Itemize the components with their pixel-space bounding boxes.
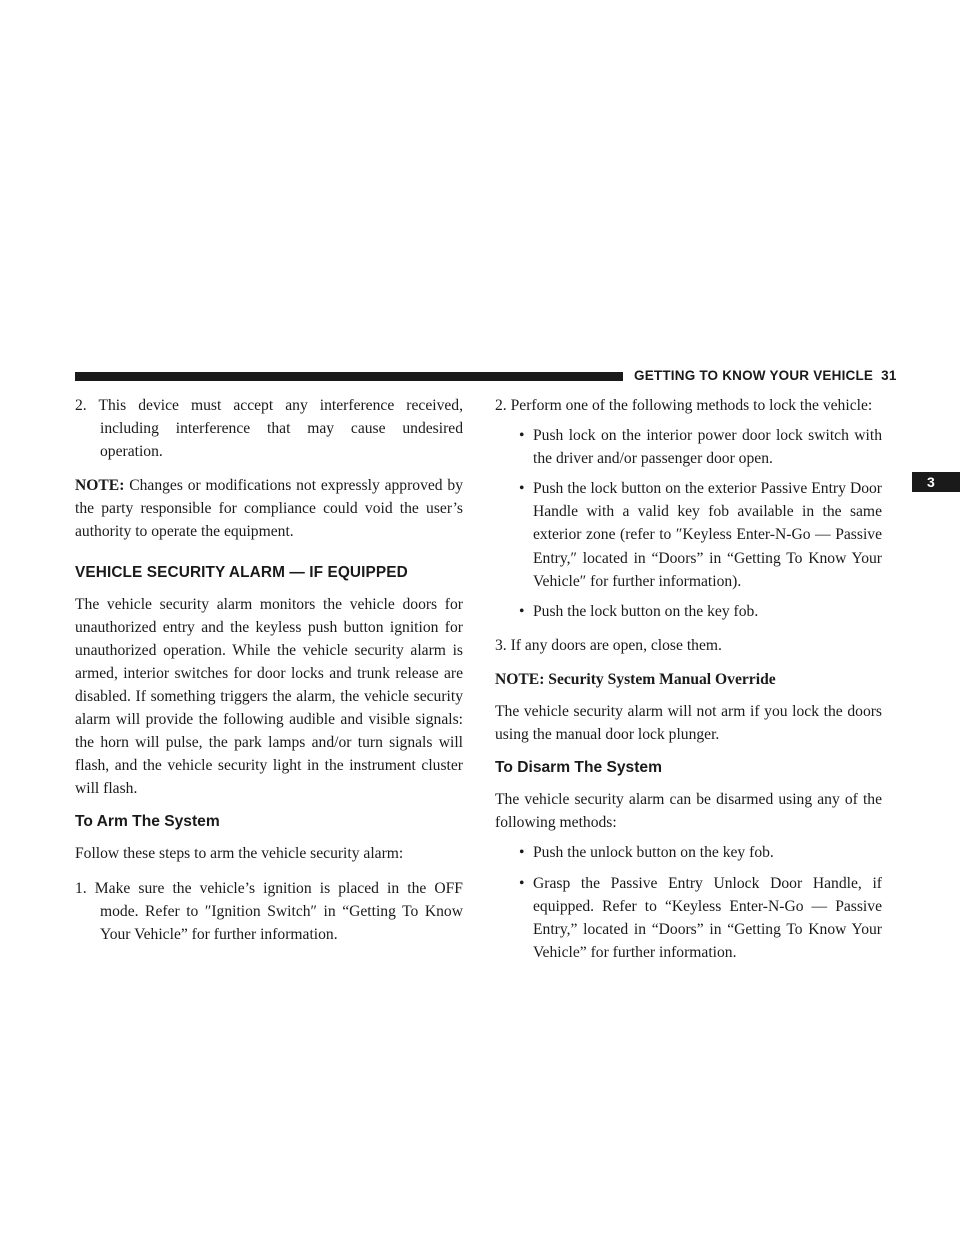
arm-intro: Follow these steps to arm the vehicle security alarm: [75,845,404,863]
arm-step-1: 1. Make sure the vehicle’s ignition is placed in the OFF mode. Refer to ″Ignition Switch″ in “Getting To Know Your Vehicle” for further information. [75,879,463,943]
subheading-disarm: To Disarm The System [495,759,662,777]
bullet-text: Push the lock button on the exterior Passive Entry Door Handle with a valid key fob available in the same exterior zone (refer to ″Keyless Enter-N-Go — Passive Entry,″ located in “Doors” in “Getting To Know Your Vehicle″ for further information). [533,480,882,590]
note-paragraph [75,474,463,543]
arm-step-3: 3. If any doors are open, close them. [495,636,722,654]
list-item [495,424,882,470]
bullet-icon: • [519,427,525,445]
bullet-text: Push lock on the interior power door lock switch with the driver and/or passenger door open. [533,427,882,468]
bullet-icon: • [519,874,525,892]
running-header [634,367,897,385]
bullet-icon: • [519,480,525,498]
bullet-text: Push the lock button on the key fob. [533,602,759,620]
bullet-text: Push the unlock button on the key fob. [533,844,774,862]
page-number: 31 [881,368,897,383]
override-paragraph: The vehicle security alarm will not arm if you lock the doors using the manual door lock plunger. [495,703,882,744]
disarm-intro: The vehicle security alarm can be disarmed using any of the following methods: [495,791,882,832]
list-item [495,600,882,623]
note-text: Changes or modifications not expressly approved by the party responsible for compliance could void the user’s authority to operate the equipment. [75,477,463,541]
right-column [495,394,882,964]
note-label: NOTE: [75,477,125,495]
arm-step-2: 2. Perform one of the following methods to lock the vehicle: [495,397,873,414]
section-title: GETTING TO KNOW YOUR VEHICLE [634,368,874,383]
list-item [495,477,882,592]
header-rule [75,372,623,381]
list-item [495,841,882,864]
list-item [495,872,882,964]
bullet-icon: • [519,844,525,862]
bullet-text: Grasp the Passive Entry Unlock Door Handle, if equipped. Refer to “Keyless Enter-N-Go — Passive Entry,” located in “Doors” in “Getting To Know Your Vehicle” for further information. [533,874,882,961]
list-item-2: 2. This device must accept any interference received, including interference that may cause undesired operation. [75,397,463,461]
section-heading-alarm: VEHICLE SECURITY ALARM — IF EQUIPPED [75,563,408,581]
bullet-icon: • [519,602,525,620]
alarm-paragraph: The vehicle security alarm monitors the vehicle doors for unauthorized entry and the keyless push button ignition for unauthorized operation. While the vehicle security alarm is armed, interior switches for door locks and trunk release are disabled. If something triggers the alarm, the vehicle security alarm will provide the following audible and visible signals: the horn will pulse, the park lamps and/or turn signals will flash, and the vehicle security light in the instrument cluster will flash. [75,595,463,798]
subheading-arm: To Arm The System [75,813,220,831]
left-column [75,394,463,946]
chapter-tab: 3 [912,472,960,492]
note-heading: NOTE: Security System Manual Override [495,670,776,688]
